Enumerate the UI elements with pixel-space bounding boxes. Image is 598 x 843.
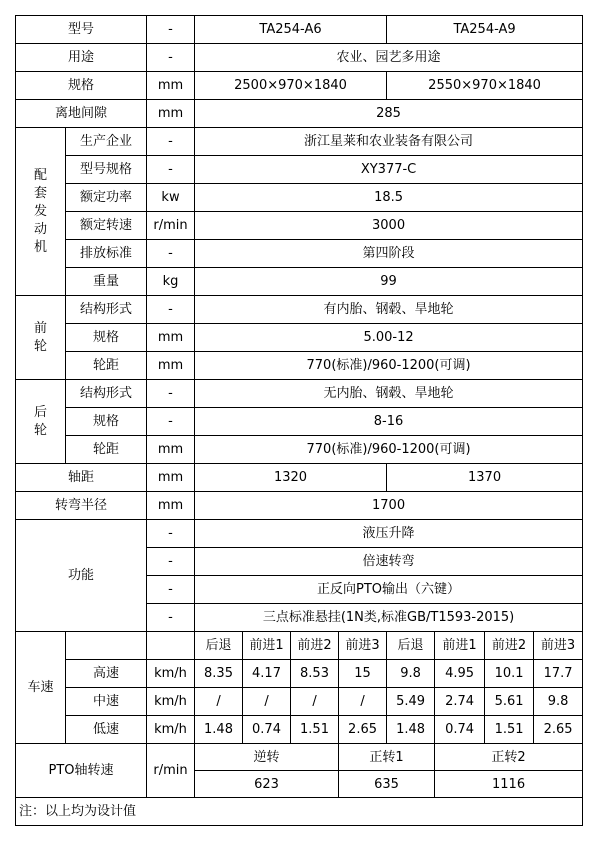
engine-unit: - bbox=[147, 128, 195, 156]
function-value: 倍速转弯 bbox=[195, 548, 583, 576]
pto-header: 正转2 bbox=[435, 744, 583, 771]
label-turning: 转弯半径 bbox=[16, 492, 147, 520]
label-speed: 车速 bbox=[16, 632, 66, 744]
unit-turning: mm bbox=[147, 492, 195, 520]
row-engine-0 bbox=[16, 128, 583, 156]
engine-unit: - bbox=[147, 240, 195, 268]
front-label: 轮距 bbox=[66, 352, 147, 380]
label-spec: 规格 bbox=[16, 72, 147, 100]
front-value: 有内胎、钢毂、旱地轮 bbox=[195, 296, 583, 324]
row-speed-mid bbox=[16, 688, 583, 716]
speed-value: 15 bbox=[339, 660, 387, 688]
speed-label: 中速 bbox=[66, 688, 147, 716]
pto-value: 623 bbox=[195, 771, 339, 798]
gear-header: 前进1 bbox=[243, 632, 291, 660]
engine-unit: - bbox=[147, 156, 195, 184]
rear-value: 770(标准)/960-1200(可调) bbox=[195, 436, 583, 464]
speed-value: 2.65 bbox=[534, 716, 583, 744]
row-function-0 bbox=[16, 520, 583, 548]
speed-value: 1.48 bbox=[387, 716, 435, 744]
speed-unit: km/h bbox=[147, 660, 195, 688]
group-front-wheel bbox=[16, 296, 66, 380]
gear-header: 前进3 bbox=[339, 632, 387, 660]
unit-pto: r/min bbox=[147, 744, 195, 798]
engine-unit: r/min bbox=[147, 212, 195, 240]
row-model bbox=[16, 16, 583, 44]
row-note bbox=[16, 798, 583, 826]
spec-a: 2500×970×1840 bbox=[195, 72, 387, 100]
unit-spec: mm bbox=[147, 72, 195, 100]
speed-unit: km/h bbox=[147, 716, 195, 744]
speed-value: / bbox=[243, 688, 291, 716]
rear-label: 规格 bbox=[66, 408, 147, 436]
spec-b: 2550×970×1840 bbox=[387, 72, 583, 100]
rear-value: 8-16 bbox=[195, 408, 583, 436]
function-value: 三点标准悬挂(1N类,标准GB/T1593-2015) bbox=[195, 604, 583, 632]
engine-label: 排放标准 bbox=[66, 240, 147, 268]
gear-header: 前进1 bbox=[435, 632, 485, 660]
speed-value: 10.1 bbox=[485, 660, 534, 688]
function-unit: - bbox=[147, 576, 195, 604]
group-front-wheel-label: 前 轮 bbox=[33, 320, 47, 354]
rear-unit: mm bbox=[147, 436, 195, 464]
label-function: 功能 bbox=[16, 520, 147, 632]
speed-label: 高速 bbox=[66, 660, 147, 688]
engine-value: 99 bbox=[195, 268, 583, 296]
speed-value: 1.51 bbox=[485, 716, 534, 744]
row-wheelbase bbox=[16, 464, 583, 492]
front-unit: mm bbox=[147, 324, 195, 352]
speed-value: 1.48 bbox=[195, 716, 243, 744]
row-engine-2 bbox=[16, 184, 583, 212]
gear-header: 前进2 bbox=[291, 632, 339, 660]
gear-header: 后退 bbox=[387, 632, 435, 660]
rear-unit: - bbox=[147, 380, 195, 408]
value-clearance: 285 bbox=[195, 100, 583, 128]
engine-label: 重量 bbox=[66, 268, 147, 296]
spec-table bbox=[15, 15, 583, 826]
speed-label: 低速 bbox=[66, 716, 147, 744]
front-unit: - bbox=[147, 296, 195, 324]
function-unit: - bbox=[147, 604, 195, 632]
row-spec bbox=[16, 72, 583, 100]
front-value: 770(标准)/960-1200(可调) bbox=[195, 352, 583, 380]
label-wheelbase: 轴距 bbox=[16, 464, 147, 492]
row-front-2 bbox=[16, 352, 583, 380]
engine-label: 生产企业 bbox=[66, 128, 147, 156]
speed-value: / bbox=[339, 688, 387, 716]
label-model: 型号 bbox=[16, 16, 147, 44]
row-engine-5 bbox=[16, 268, 583, 296]
row-front-1 bbox=[16, 324, 583, 352]
function-unit: - bbox=[147, 548, 195, 576]
engine-value: 18.5 bbox=[195, 184, 583, 212]
speed-unit: km/h bbox=[147, 688, 195, 716]
gear-header: 前进2 bbox=[485, 632, 534, 660]
value-usage: 农业、园艺多用途 bbox=[195, 44, 583, 72]
rear-unit: - bbox=[147, 408, 195, 436]
row-engine-4 bbox=[16, 240, 583, 268]
front-label: 结构形式 bbox=[66, 296, 147, 324]
row-pto-header bbox=[16, 744, 583, 771]
speed-value: 2.74 bbox=[435, 688, 485, 716]
row-usage bbox=[16, 44, 583, 72]
wheelbase-a: 1320 bbox=[195, 464, 387, 492]
rear-label: 轮距 bbox=[66, 436, 147, 464]
row-engine-3 bbox=[16, 212, 583, 240]
speed-value: 9.8 bbox=[387, 660, 435, 688]
unit-wheelbase: mm bbox=[147, 464, 195, 492]
unit-model: - bbox=[147, 16, 195, 44]
front-label: 规格 bbox=[66, 324, 147, 352]
group-engine bbox=[16, 128, 66, 296]
footnote: 注：以上均为设计值 bbox=[16, 798, 583, 826]
row-rear-1 bbox=[16, 408, 583, 436]
speed-value: 17.7 bbox=[534, 660, 583, 688]
label-usage: 用途 bbox=[16, 44, 147, 72]
label-pto: PTO轴转速 bbox=[16, 744, 147, 798]
speed-value: 1.51 bbox=[291, 716, 339, 744]
engine-value: XY377-C bbox=[195, 156, 583, 184]
pto-value: 1116 bbox=[435, 771, 583, 798]
speed-empty-unit bbox=[147, 632, 195, 660]
pto-header: 正转1 bbox=[339, 744, 435, 771]
engine-value: 3000 bbox=[195, 212, 583, 240]
unit-usage: - bbox=[147, 44, 195, 72]
front-unit: mm bbox=[147, 352, 195, 380]
rear-label: 结构形式 bbox=[66, 380, 147, 408]
wheelbase-b: 1370 bbox=[387, 464, 583, 492]
speed-value: 9.8 bbox=[534, 688, 583, 716]
gear-header: 前进3 bbox=[534, 632, 583, 660]
engine-unit: kw bbox=[147, 184, 195, 212]
group-rear-wheel-label: 后 轮 bbox=[33, 404, 47, 438]
speed-value: 0.74 bbox=[435, 716, 485, 744]
speed-value: 0.74 bbox=[243, 716, 291, 744]
row-speed-low bbox=[16, 716, 583, 744]
function-unit: - bbox=[147, 520, 195, 548]
engine-label: 额定转速 bbox=[66, 212, 147, 240]
row-front-0 bbox=[16, 296, 583, 324]
speed-value: / bbox=[195, 688, 243, 716]
row-speed-gears bbox=[16, 632, 583, 660]
function-value: 液压升降 bbox=[195, 520, 583, 548]
engine-value: 浙江星莱和农业装备有限公司 bbox=[195, 128, 583, 156]
group-rear-wheel bbox=[16, 380, 66, 464]
gear-header: 后退 bbox=[195, 632, 243, 660]
speed-value: 8.53 bbox=[291, 660, 339, 688]
speed-empty-label bbox=[66, 632, 147, 660]
speed-value: / bbox=[291, 688, 339, 716]
row-speed-high bbox=[16, 660, 583, 688]
pto-value: 635 bbox=[339, 771, 435, 798]
engine-value: 第四阶段 bbox=[195, 240, 583, 268]
engine-unit: kg bbox=[147, 268, 195, 296]
pto-header: 逆转 bbox=[195, 744, 339, 771]
rear-value: 无内胎、钢毂、旱地轮 bbox=[195, 380, 583, 408]
engine-label: 型号规格 bbox=[66, 156, 147, 184]
engine-label: 额定功率 bbox=[66, 184, 147, 212]
model-b: TA254-A9 bbox=[387, 16, 583, 44]
group-engine-label: 配 套 发 动 机 bbox=[33, 167, 47, 255]
row-clearance bbox=[16, 100, 583, 128]
label-clearance: 离地间隙 bbox=[16, 100, 147, 128]
unit-clearance: mm bbox=[147, 100, 195, 128]
speed-value: 4.17 bbox=[243, 660, 291, 688]
speed-value: 2.65 bbox=[339, 716, 387, 744]
row-rear-2 bbox=[16, 436, 583, 464]
speed-value: 8.35 bbox=[195, 660, 243, 688]
function-value: 正反向PTO输出（六键） bbox=[195, 576, 583, 604]
row-rear-0 bbox=[16, 380, 583, 408]
speed-value: 5.61 bbox=[485, 688, 534, 716]
row-engine-1 bbox=[16, 156, 583, 184]
speed-value: 4.95 bbox=[435, 660, 485, 688]
value-turning: 1700 bbox=[195, 492, 583, 520]
model-a: TA254-A6 bbox=[195, 16, 387, 44]
row-turning bbox=[16, 492, 583, 520]
front-value: 5.00-12 bbox=[195, 324, 583, 352]
speed-value: 5.49 bbox=[387, 688, 435, 716]
